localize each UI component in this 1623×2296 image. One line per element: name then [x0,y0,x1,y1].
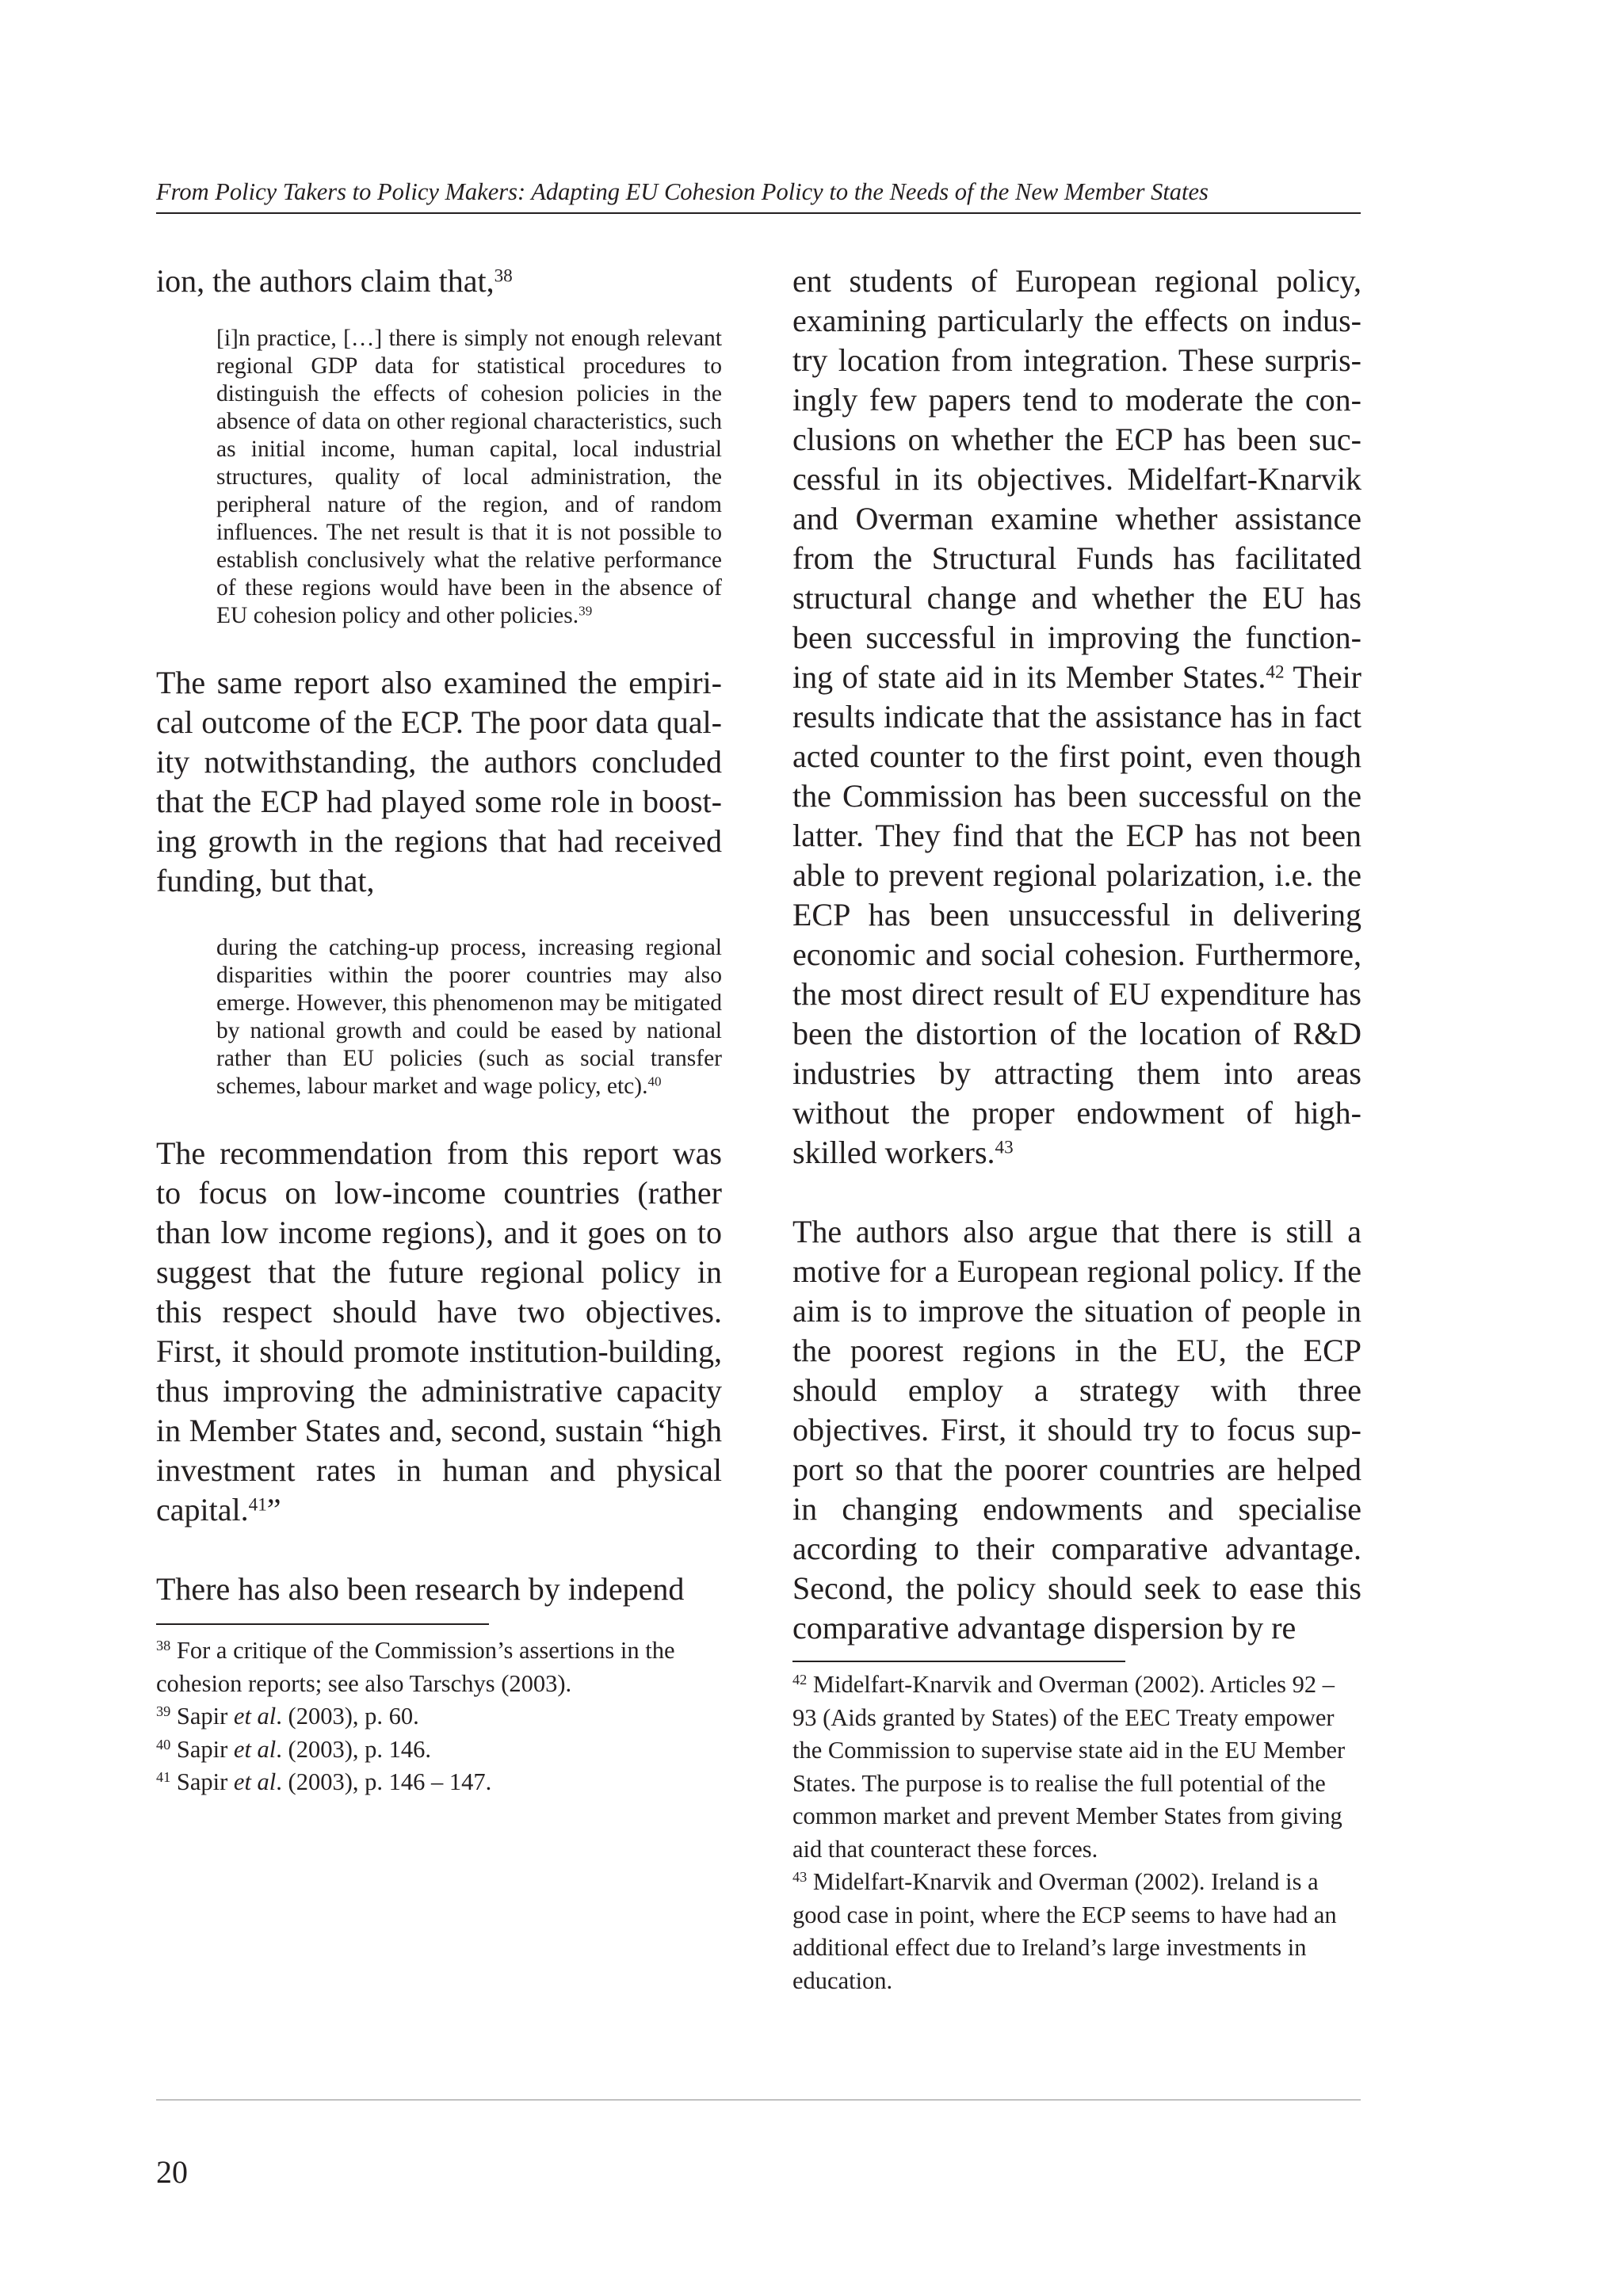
right-column [792,261,1361,1997]
paragraph-recommendation: The recommendation from this report was to focus on low-income countries (rather than low income regions), and it goes on to suggest that the future regional policy in this respect should have two objectives. First, it should promote institution-building, thus improving the administrative capacity in Member States and, second, sustain “high investment rates in human and physical capital.$^{41}$” [156,1135,722,1527]
footnote-ref-42[interactable]: 42 [1266,662,1285,683]
footnote-43: $^{43}$ Midelfart-Knarvik and Overman (2002). Ireland is a good case in point, where the ECP seems to have had an additional effect due to Ireland’s large investments in education. [792,1868,1337,1994]
footnote-40: $^{40}$ Sapir et al. (2003), p. 146. [156,1735,431,1763]
footnote-42: $^{42}$ Midelfart-Knarvik and Overman (2002). Articles 92 – 93 (Aids granted by States) of the EEC Treaty empower the Commission to supervise state aid in the EU Member States. The purpose is to realise the full potential of the common market and prevent Member States from giving aid that counteract these forces. [792,1671,1346,1863]
block-quote-catching-up: during the catching-up process, increasing regional disparities within the poorer countries may also emerge. However, this phenomenon may be mitigated by national growth and could be eased by national rather than EU policies (such as social transfer schemes, labour market and wage policy, etc).$^{40}$ [216,935,722,1099]
block-quote-regional-gdp: [i]n practice, […] there is simply not enough relevant regional GDP data for statistical procedures to distinguish the effects of cohesion policies in the absence of data on other regional characteristics, such as initial income, human capital, local industrial structures, quality of local administration, the peripheral nature of the region, and of random influences. The net result is that it is not possible to establish conclusively what the relative performance of these regions would have been in the absence of EU cohesion policy and other policies.$^{39}$ [216,326,722,628]
footnote-ref-40[interactable]: 40 [647,1074,662,1089]
footnote-ref-39[interactable]: 39 [579,603,593,619]
paragraph-empirical-outcome: The same report also examined the empirical outcome of the ECP. The poor data quality notwithstanding, the authors concluded that the ECP had played some role in boosting growth in the regions that had received funding, but that, [156,665,722,898]
footnote-38: $^{38}$ For a critique of the Commission’s assertions in the cohesion reports; see also Tarschys (2003). [156,1637,675,1697]
footnote-ref-38[interactable]: 38 [494,265,513,287]
paragraph-authors-claim: ion, the authors claim that,$^{38}$ [156,263,513,299]
footnote-41: $^{41}$ Sapir et al. (2003), p. 146 – 147. [156,1768,492,1795]
paragraph-independent-research: There has also been research by independ [156,1571,685,1607]
running-header-title: From Policy Takers to Policy Makers: Adapting EU Cohesion Policy to the Needs of the New Member States [156,178,1209,205]
paragraph-motive-regional-policy: The authors also argue that there is still a motive for a European regional policy. If the aim is to improve the situation of people in the poorest regions in the EU, the ECP should employ a strategy with three objectives. First, it should try to focus support so that the poorer countries are helped in changing endowments and specialise according to their comparative advantage. Second, the policy should seek to ease this comparative advantage dispersion by re [792,1214,1361,1646]
footnote-rule-right [792,1661,1125,1662]
page-number: 20 [156,2154,188,2190]
footnotes-left [156,1634,722,1799]
footnote-39: $^{39}$ Sapir et al. (2003), p. 60. [156,1703,419,1730]
footnote-ref-41[interactable]: 41 [248,1494,267,1516]
footnote-ref-43[interactable]: 43 [995,1137,1014,1158]
footnotes-right [792,1669,1361,1997]
paragraph-independent-students: ent students of European regional policy, examining particularly the effects on industry location from integration. These surprisingly few papers tend to moderate the conclusions on whether the ECP has been successful in its objectives. Midelfart-Knarvik and Overman examine whether assistance from the Structural Funds has facilitated structural change and whether the EU has been successful in improving the functioning of state aid in its Member States.$^{42}$ Their results indicate that the assistance has in fact acted counter to the first point, even though the Commission has been successful on the latter. They find that the ECP has not been able to prevent regional polarization, i.e. the ECP has been unsuccessful in delivering economic and social cohesion. Furthermore, the most direct result of EU expenditure has been the distortion of the location of R&D industries by attracting them into areas without the proper endowment of high-skilled workers.$^{43}$ [792,263,1362,1170]
footnote-rule-left [156,1623,489,1625]
left-column [156,261,722,1799]
header-rule [156,212,1361,214]
